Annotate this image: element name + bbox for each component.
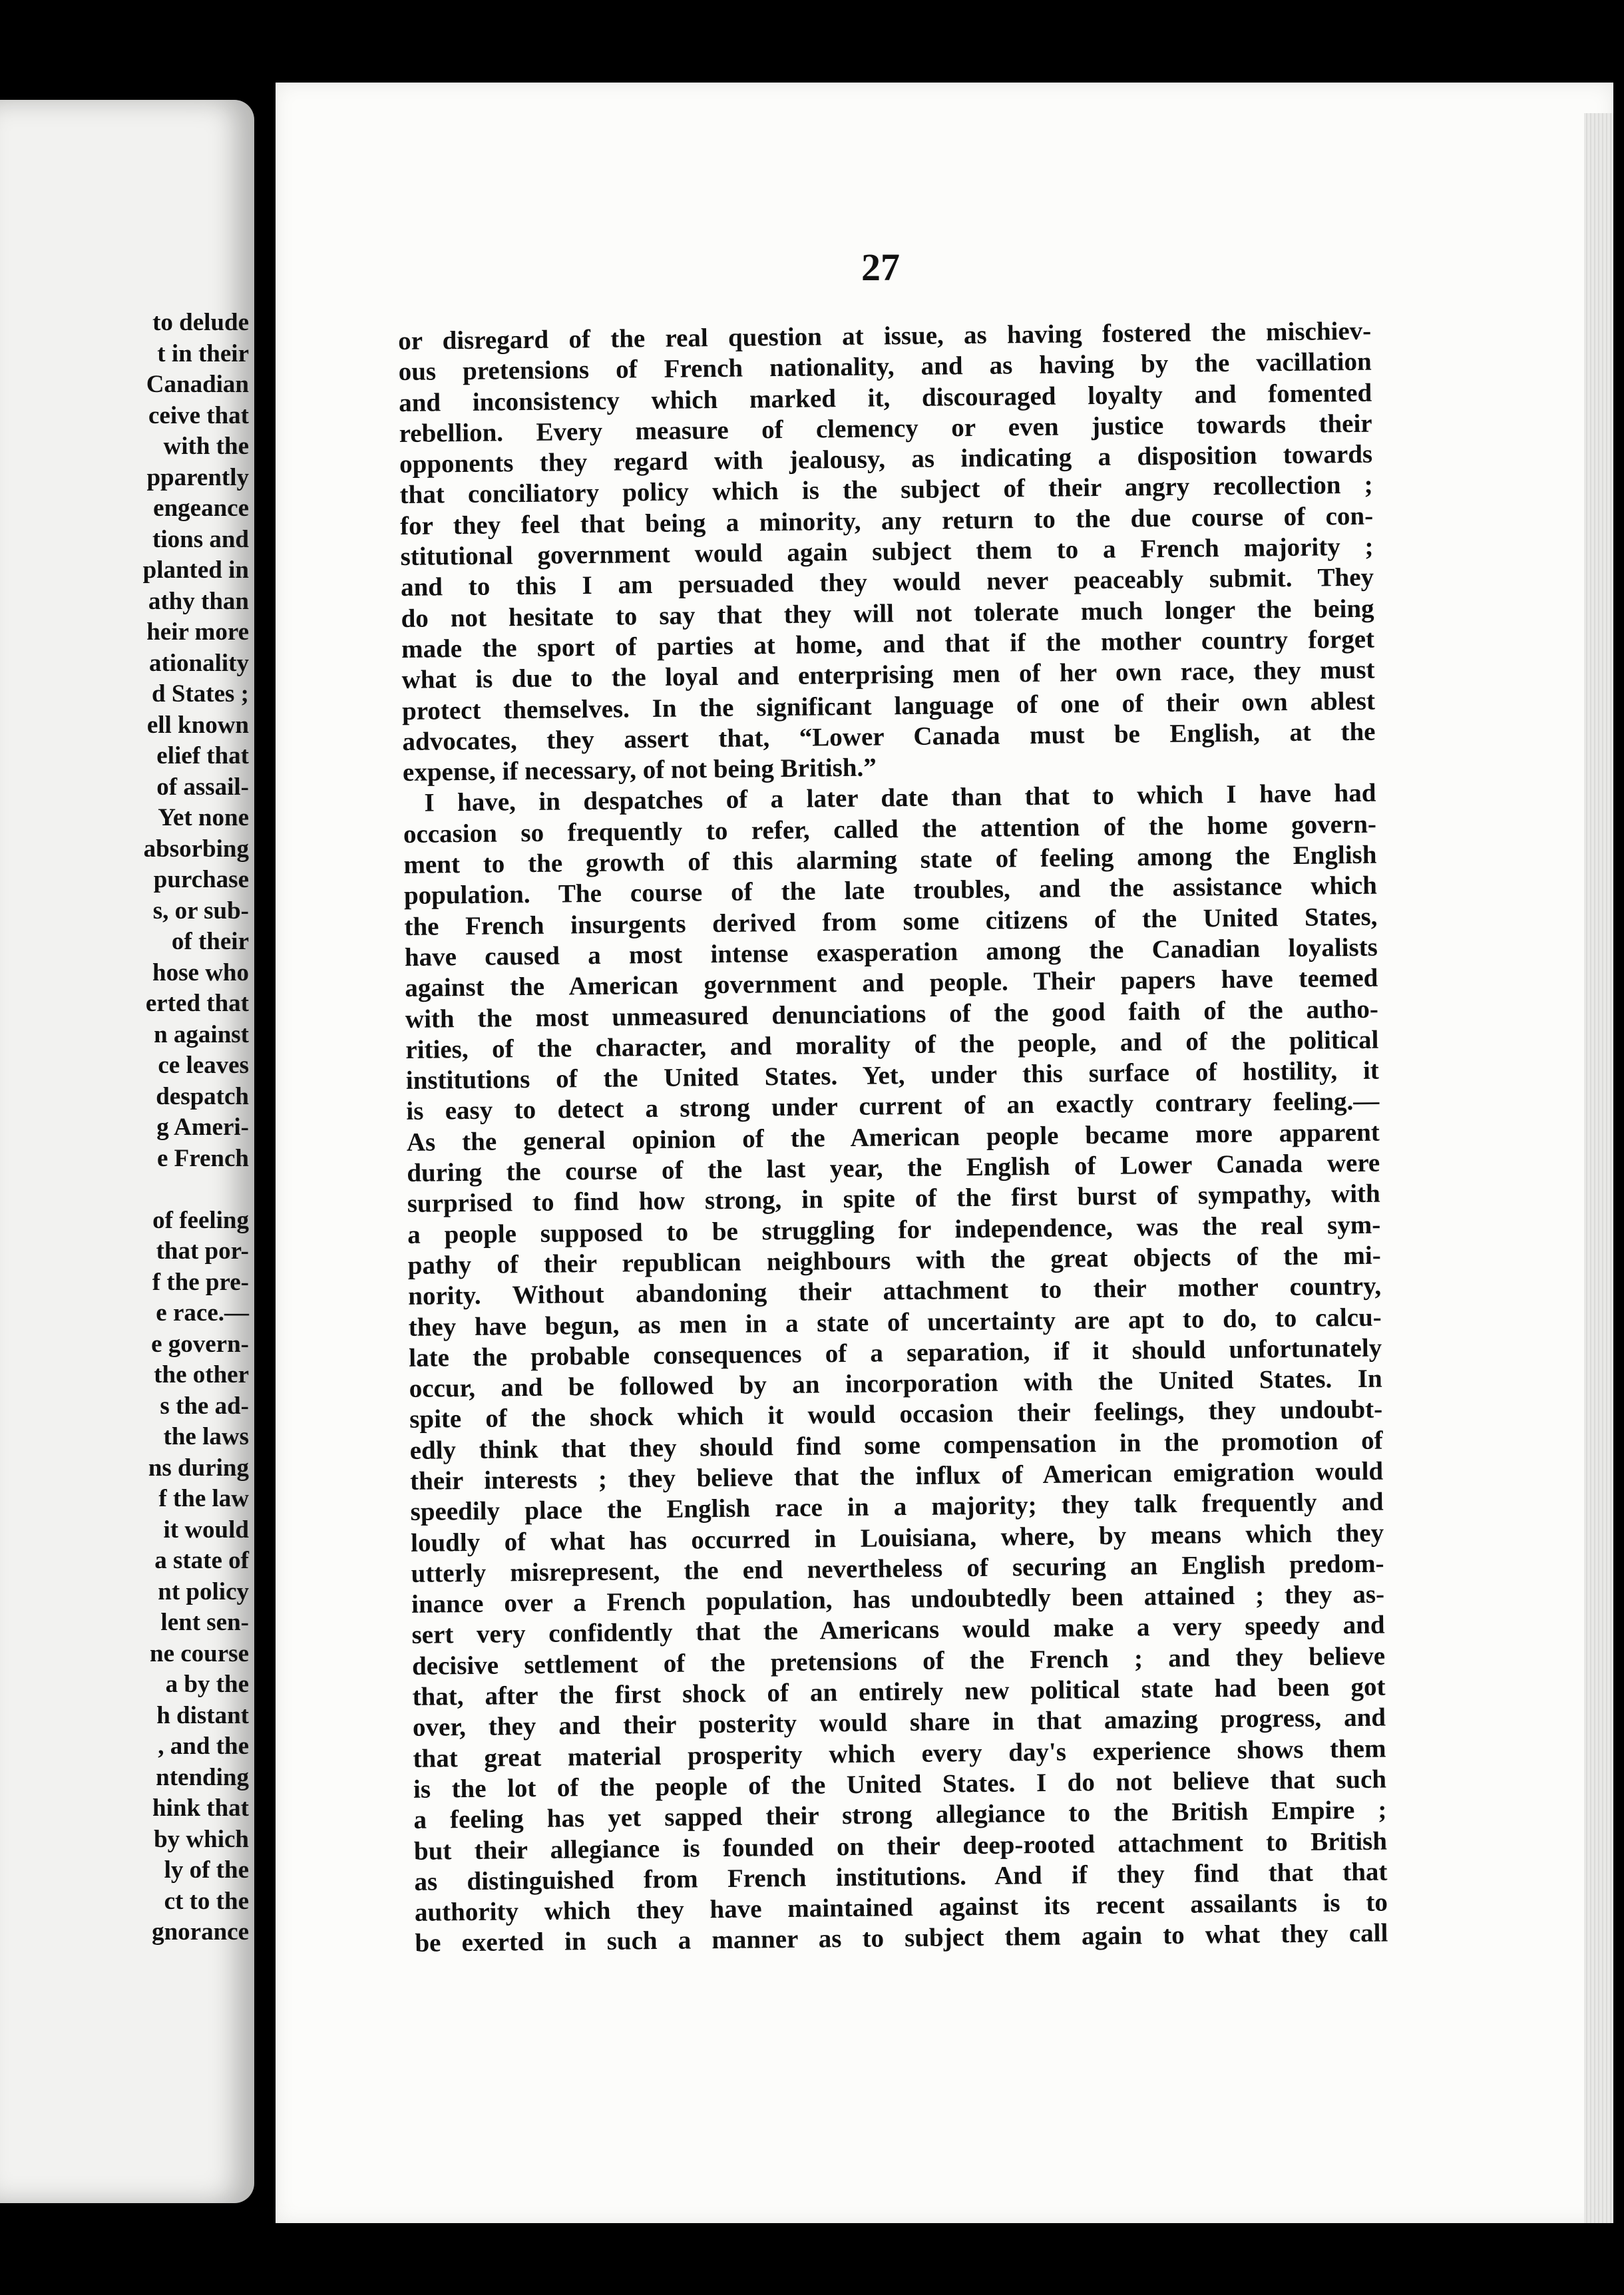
left-page-fragment: h distant [156,1701,249,1729]
left-page-fragment [0,1174,249,1205]
left-page-fragment: that por- [156,1237,249,1265]
left-page-fragment: elief that [156,742,249,769]
text-line: stitutional government would again subject them to a French majority ; [400,532,1374,572]
text-line: institutions of the United States. Yet, under this surface of hostility, it [405,1056,1380,1096]
left-page-fragment: s, or sub- [152,897,249,925]
left-page-fragment: planted in [142,556,249,584]
text-line: be exerted in such a manner as to subject them again to what they call [415,1918,1388,1958]
left-page-fragment: a state of [154,1547,249,1574]
text-line: As the general opinion of the American people became more apparent [406,1118,1380,1157]
text-line: that great material prosperity which every day's experience shows them [413,1734,1386,1773]
text-line: during the course of the last year, the English of Lower Canada were [407,1148,1380,1187]
left-page-fragment: of assail- [156,773,249,801]
left-page-fragment: to delude [152,309,249,336]
text-line: occur, and be followed by an incorporation with the United States. In [409,1364,1382,1404]
left-page-fragment: ly of the [164,1856,249,1884]
text-line: surprised to find how strong, in spite of the first burst of sympathy, with [407,1179,1380,1219]
left-page-fragment: heir more [146,618,249,646]
text-line: opponents they regard with jealousy, as indicating a disposition towards [399,439,1373,479]
text-line: do not hesitate to say that they will not tolerate much longer the being [401,594,1374,633]
left-page-fragment: hink that [152,1794,249,1822]
left-page-fragment: e French [156,1144,249,1172]
left-page-fragment: absorbing [143,835,249,863]
left-page-fragment: the laws [163,1423,249,1450]
left-page [0,100,254,2203]
left-page-fragment: ceive that [148,401,249,429]
text-line: edly think that they should find some compensation in the promotion of [409,1426,1383,1465]
left-page-fragment: , and the [158,1733,249,1760]
left-page-fragment: the other [154,1361,249,1388]
left-page-fragment: t in their [157,339,249,367]
paragraph-2 [403,778,1388,1959]
left-page-text-fragments [0,308,249,1948]
left-page-fragment: g Ameri- [156,1114,249,1141]
left-page-fragment: d States ; [152,680,249,708]
text-line: ment to the growth of this alarming state of feeling among the English [403,840,1377,880]
left-page-fragment: erted that [145,990,249,1017]
text-line: and inconsistency which marked it, discouraged loyalty and fomented [398,378,1372,417]
left-page-fragment: e race.— [156,1299,249,1327]
left-page-fragment: tions and [152,525,249,553]
text-line: pathy of their republican neighbours with the great objects of the mi- [407,1241,1381,1280]
page-number: 27 [861,246,900,289]
text-line: inance over a French population, has undoubtedly been attained ; they as- [411,1579,1385,1619]
text-line: made the sport of parties at home, and that if the mother country forget [401,624,1375,664]
left-page-fragment: athy than [148,587,249,615]
text-line: occasion so frequently to refer, called the attention of the home govern- [403,809,1377,849]
text-line: is easy to detect a strong under current of an exactly contrary feeling.— [406,1087,1380,1126]
text-line: over, they and their posterity would share in that amazing progress, and [412,1703,1386,1743]
text-line: or disregard of the real question at issue, as having fostered the mischiev- [398,316,1372,355]
text-line: have caused a most intense exasperation among the Canadian loyalists [404,933,1378,972]
left-page-fragment: ntending [156,1763,249,1791]
left-page-fragment: f the law [158,1485,249,1512]
text-line: population. The course of the late troubles, and the assistance which [403,871,1378,911]
left-page-fragment: of feeling [152,1206,249,1234]
left-page-fragment: s the ad- [160,1392,249,1420]
left-page-fragment: Yet none [158,804,249,831]
paragraph-1 [398,316,1376,789]
left-page-fragment: f the pre- [152,1268,249,1296]
left-page-fragment: pparently [146,463,249,491]
text-line: and to this I am persuaded they would never peaceably submit. They [400,563,1374,602]
text-line: their interests ; they believe that the influx of American emigration would [409,1456,1384,1496]
text-line: what is due to the loyal and enterprising men of her own race, they must [401,655,1375,695]
text-line: for they feel that being a minority, any return to the due course of con- [399,501,1374,540]
left-page-fragment: hose who [152,958,249,986]
left-page-fragment: with the [163,433,249,460]
text-line: nority. Without abandoning their attachment to their mother country, [408,1271,1382,1311]
left-page-fragment: a by the [165,1671,249,1698]
page-edge-stack [1584,113,1613,2223]
text-line: late the probable consequences of a separation, if it should unfortunately [409,1333,1382,1372]
text-line: speedily place the English race in a majority; they talk frequently and [410,1487,1384,1527]
text-line: rities, of the character, and morality of the people, and of the political [405,1025,1379,1064]
left-page-fragment: ationality [148,649,249,677]
left-page-fragment: ell known [146,711,249,739]
text-line: loudly of what has occurred in Louisiana, where, by means which they [410,1518,1384,1558]
text-line: utterly misrepresent, the end nevertheless of securing an English predom- [411,1549,1384,1588]
text-line: is the lot of the people of the United States. I do not believe that such [413,1765,1387,1804]
text-line: that, after the first shock of an entirely new political state had been got [412,1672,1386,1711]
left-page-fragment: it would [163,1516,249,1544]
left-page-fragment: engeance [153,495,249,522]
text-line: I have, in despatches of a later date than that to which I have had [424,779,1376,818]
text-line: spite of the shock which it would occasion their feelings, they undoubt- [409,1394,1383,1434]
text-line: authority which they have maintained against its recent assailants is to [414,1888,1388,1928]
left-page-fragment: ce leaves [158,1052,249,1079]
left-page-fragment: ct to the [164,1887,249,1915]
text-line: protect themselves. In the significant language of one of their own ablest [401,686,1376,726]
text-line: decisive settlement of the pretensions of the French ; and they believe [411,1641,1386,1681]
text-line: a people supposed to be struggling for independence, was the real sym- [407,1210,1381,1249]
left-page-fragment: despatch [156,1082,249,1110]
text-line: they have begun, as men in a state of uncertainty are apt to do, to calcu- [408,1303,1382,1342]
text-line: sert very confidently that the Americans would make a very speedy and [411,1611,1385,1650]
left-page-fragment: Canadian [146,371,249,398]
text-line: against the American government and people. Their papers have teemed [405,963,1378,1003]
left-page-fragment: ns during [148,1454,249,1482]
text-line: with the most unmeasured denunciations of the good faith of the autho- [405,994,1379,1034]
left-page-fragment: ne course [150,1639,249,1667]
text-line: the French insurgents derived from some citizens of the United States, [404,902,1378,941]
text-line: but their allegiance is founded on their deep-rooted attachment to British [413,1826,1388,1866]
text-line: ous pretensions of French nationality, and as having by the vacillation [398,347,1372,387]
text-line: as distinguished from French institutions. And if they find that that [414,1857,1388,1896]
left-page-fragment: purchase [153,866,249,893]
left-page-fragment: e govern- [151,1330,249,1358]
text-line: that conciliatory policy which is the subject of their angry recollection ; [399,471,1373,510]
left-page-fragment: by which [154,1825,249,1853]
left-page-fragment: of their [171,928,249,955]
text-line: advocates, they assert that, “Lower Canada must be English, at the [402,717,1376,756]
left-page-fragment: nt policy [158,1577,249,1605]
body-text [398,316,1388,1960]
left-page-fragment: n against [154,1020,249,1048]
left-page-fragment: lent sen- [160,1609,249,1636]
left-page-fragment: gnorance [152,1918,249,1946]
text-line: expense, if necessary, of not being British.” [402,753,877,787]
text-line: rebellion. Every measure of clemency or even justice towards their [399,409,1372,448]
text-line: a feeling has yet sapped their strong allegiance to the British Empire ; [413,1795,1387,1835]
